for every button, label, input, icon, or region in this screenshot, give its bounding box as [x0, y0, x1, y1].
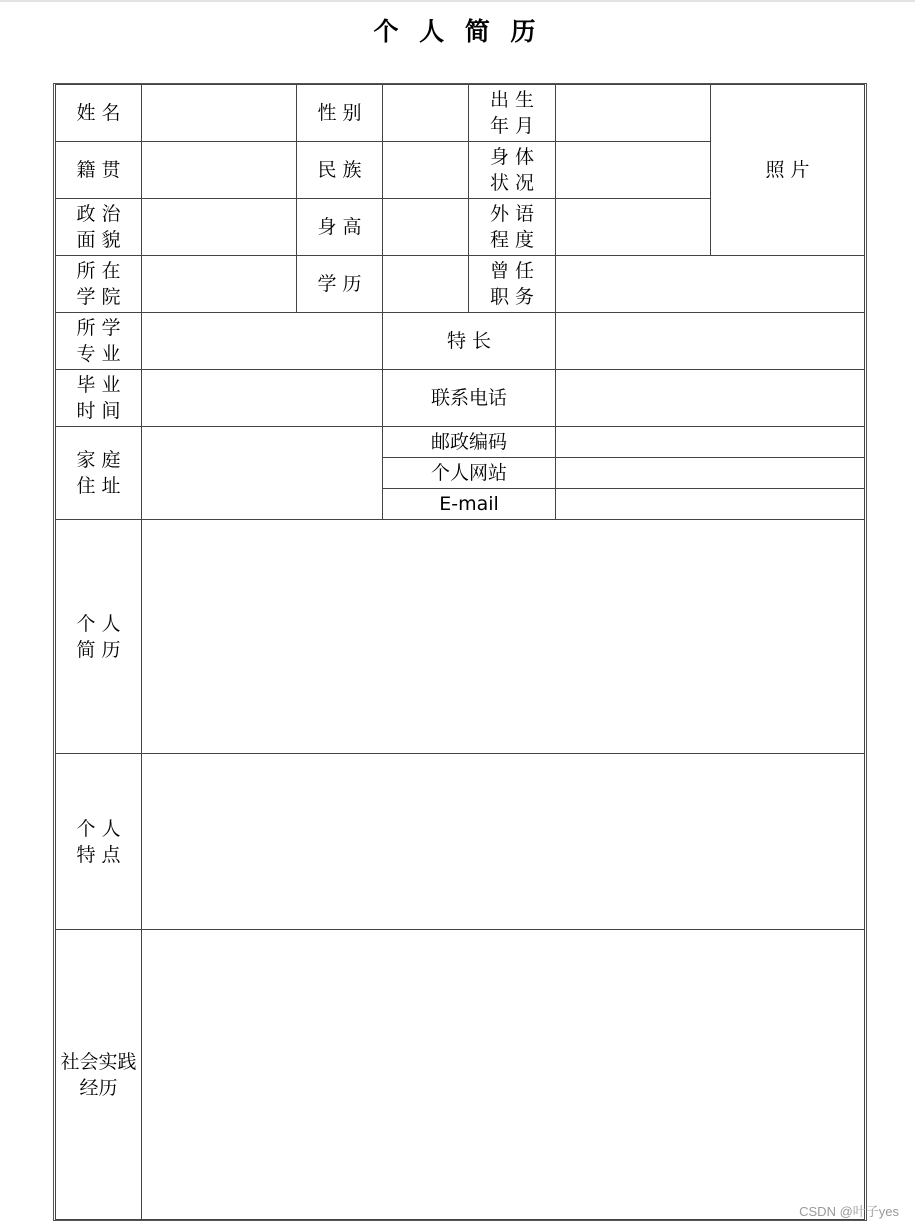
- label-specialty: 特 长: [382, 312, 556, 370]
- label-gender: 性 别: [296, 84, 383, 142]
- page-title: 个 人 简 历: [373, 17, 542, 46]
- field-graduation[interactable]: [141, 369, 383, 427]
- field-position[interactable]: [555, 255, 865, 313]
- field-address[interactable]: [141, 426, 383, 520]
- label-birth: 出 生 年 月: [468, 84, 556, 142]
- field-college[interactable]: [141, 255, 297, 313]
- field-health[interactable]: [555, 141, 711, 199]
- label-postcode: 邮政编码: [382, 426, 556, 458]
- label-graduation: 毕 业 时 间: [55, 369, 142, 427]
- label-education: 学 历: [296, 255, 383, 313]
- field-email[interactable]: [555, 488, 865, 520]
- field-traits[interactable]: [141, 753, 865, 930]
- field-resume[interactable]: [141, 519, 865, 754]
- label-practice: 社会实践 经历: [55, 929, 142, 1220]
- field-specialty[interactable]: [555, 312, 865, 370]
- label-position: 曾 任 职 务: [468, 255, 556, 313]
- field-political[interactable]: [141, 198, 297, 256]
- label-address: 家 庭 住 址: [55, 426, 142, 520]
- label-major: 所 学 专 业: [55, 312, 142, 370]
- field-name[interactable]: [141, 84, 297, 142]
- label-resume: 个 人 简 历: [55, 519, 142, 754]
- label-height: 身 高: [296, 198, 383, 256]
- label-native-place: 籍 贯: [55, 141, 142, 199]
- field-website[interactable]: [555, 457, 865, 489]
- field-birth[interactable]: [555, 84, 711, 142]
- label-language: 外 语 程 度: [468, 198, 556, 256]
- watermark: CSDN @叶子yes: [799, 1204, 899, 1219]
- field-major[interactable]: [141, 312, 383, 370]
- field-education[interactable]: [382, 255, 469, 313]
- label-ethnicity: 民 族: [296, 141, 383, 199]
- field-practice[interactable]: [141, 929, 865, 1220]
- label-college: 所 在 学 院: [55, 255, 142, 313]
- label-political: 政 治 面 貌: [55, 198, 142, 256]
- top-divider: [0, 0, 915, 2]
- label-name: 姓 名: [55, 84, 142, 142]
- field-native-place[interactable]: [141, 141, 297, 199]
- field-language[interactable]: [555, 198, 711, 256]
- field-height[interactable]: [382, 198, 469, 256]
- field-ethnicity[interactable]: [382, 141, 469, 199]
- label-traits: 个 人 特 点: [55, 753, 142, 930]
- field-phone[interactable]: [555, 369, 865, 427]
- field-gender[interactable]: [382, 84, 469, 142]
- photo-cell[interactable]: 照 片: [710, 84, 865, 256]
- label-health: 身 体 状 况: [468, 141, 556, 199]
- label-website: 个人网站: [382, 457, 556, 489]
- label-email: E-mail: [382, 488, 556, 520]
- label-phone: 联系电话: [382, 369, 556, 427]
- field-postcode[interactable]: [555, 426, 865, 458]
